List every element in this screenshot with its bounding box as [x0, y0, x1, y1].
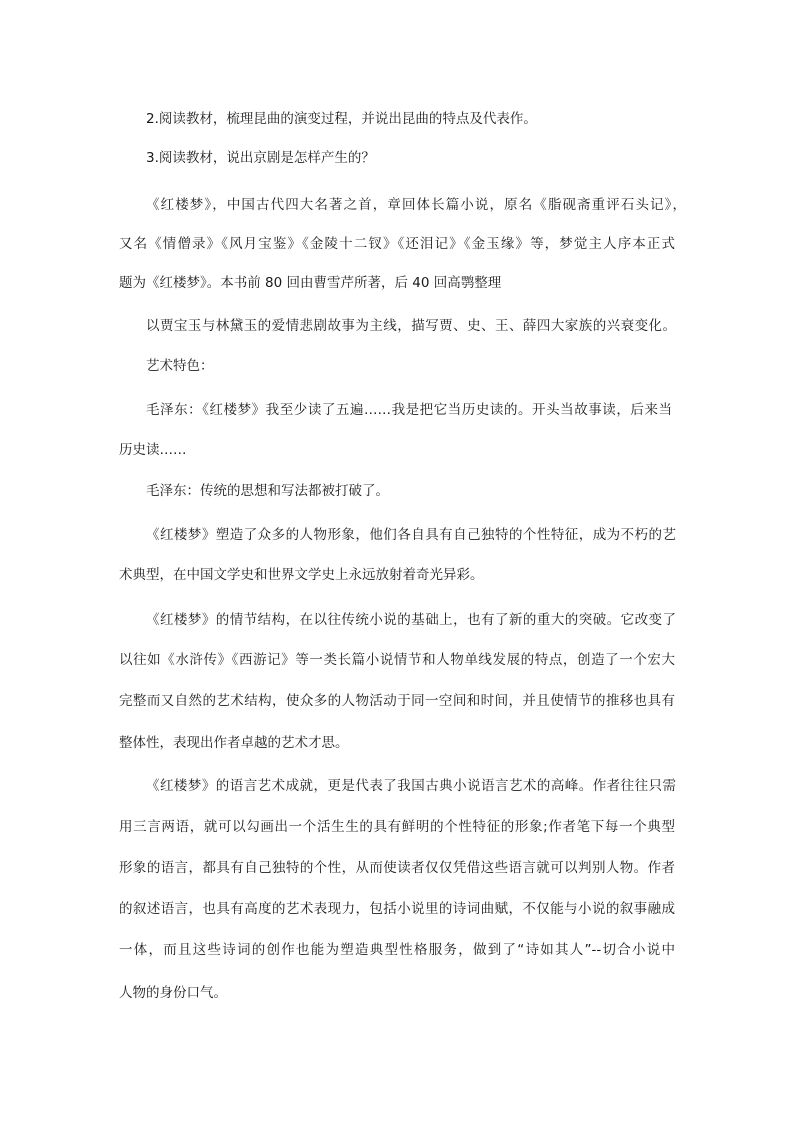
plot-line-4: 整体性，表现出作者卓越的艺术才思。	[119, 735, 349, 751]
question-3: 3.阅读教材，说出京剧是怎样产生的？	[146, 150, 375, 166]
language-line-6: 人物的身份口气。	[119, 985, 227, 1001]
language-line-1: 《红楼梦》的语言艺术成就，更是代表了我国古典小说语言艺术的高峰。作者往往只需	[146, 778, 676, 794]
language-line-4: 的叙述语言，也具有高度的艺术表现力，包括小说里的诗词曲赋，不仅能与小说的叙事融成	[119, 901, 675, 917]
language-line-5: 一体，而且这些诗词的创作也能为塑造典型性格服务，做到了“诗如其人”--切合小说中	[119, 942, 675, 958]
intro-line-3: 题为《红楼梦》。本书前 80 回由曹雪芹所著，后 40 回高鹗整理	[119, 275, 502, 291]
characters-line-1: 《红楼梦》塑造了众多的人物形象，他们各自具有自己独特的个性特征，成为不朽的艺	[146, 527, 676, 543]
plot-line-3: 完整而又自然的艺术结构，使众多的人物活动于同一空间和时间，并且使情节的推移也具有	[119, 693, 675, 709]
characters-line-2: 术典型，在中国文学史和世界文学史上永远放射着奇光异彩。	[119, 567, 484, 583]
mao-quote-2: 毛泽东：传统的思想和写法都被打破了。	[146, 483, 389, 499]
question-2: 2.阅读教材，梳理昆曲的演变过程，并说出昆曲的特点及代表作。	[146, 111, 537, 127]
theme-paragraph: 以贾宝玉与林黛玉的爱情悲剧故事为主线，描写贾、史、王、薛四大家族的兴衰变化。	[146, 318, 676, 334]
mao-quote-1-line-1: 毛泽东：《红楼梦》我至少读了五遍……我是把它当历史读的。开头当故事读，后来当	[146, 402, 672, 418]
plot-line-1: 《红楼梦》的情节结构，在以往传统小说的基础上，也有了新的重大的突破。它改变了	[146, 612, 676, 628]
language-line-3: 形象的语言，都具有自己独特的个性，从而使读者仅仅凭借这些语言就可以判别人物。作者	[119, 860, 675, 876]
language-line-2: 用三言两语，就可以勾画出一个活生生的具有鲜明的个性特征的形象;作者笔下每一个典型	[119, 819, 675, 835]
intro-line-1: 《红楼梦》，中国古代四大名著之首，章回体长篇小说，原名《脂砚斋重评石头记》，	[146, 197, 686, 213]
art-heading: 艺术特色：	[146, 358, 214, 374]
plot-line-2: 以往如《水浒传》《西游记》等一类长篇小说情节和人物单线发展的特点，创造了一个宏大	[119, 652, 675, 668]
mao-quote-1-line-2: 历史读……	[119, 442, 187, 458]
intro-line-2: 又名《情僧录》《风月宝鉴》《金陵十二钗》《还泪记》《金玉缘》等，梦觉主人序本正式	[119, 236, 675, 252]
